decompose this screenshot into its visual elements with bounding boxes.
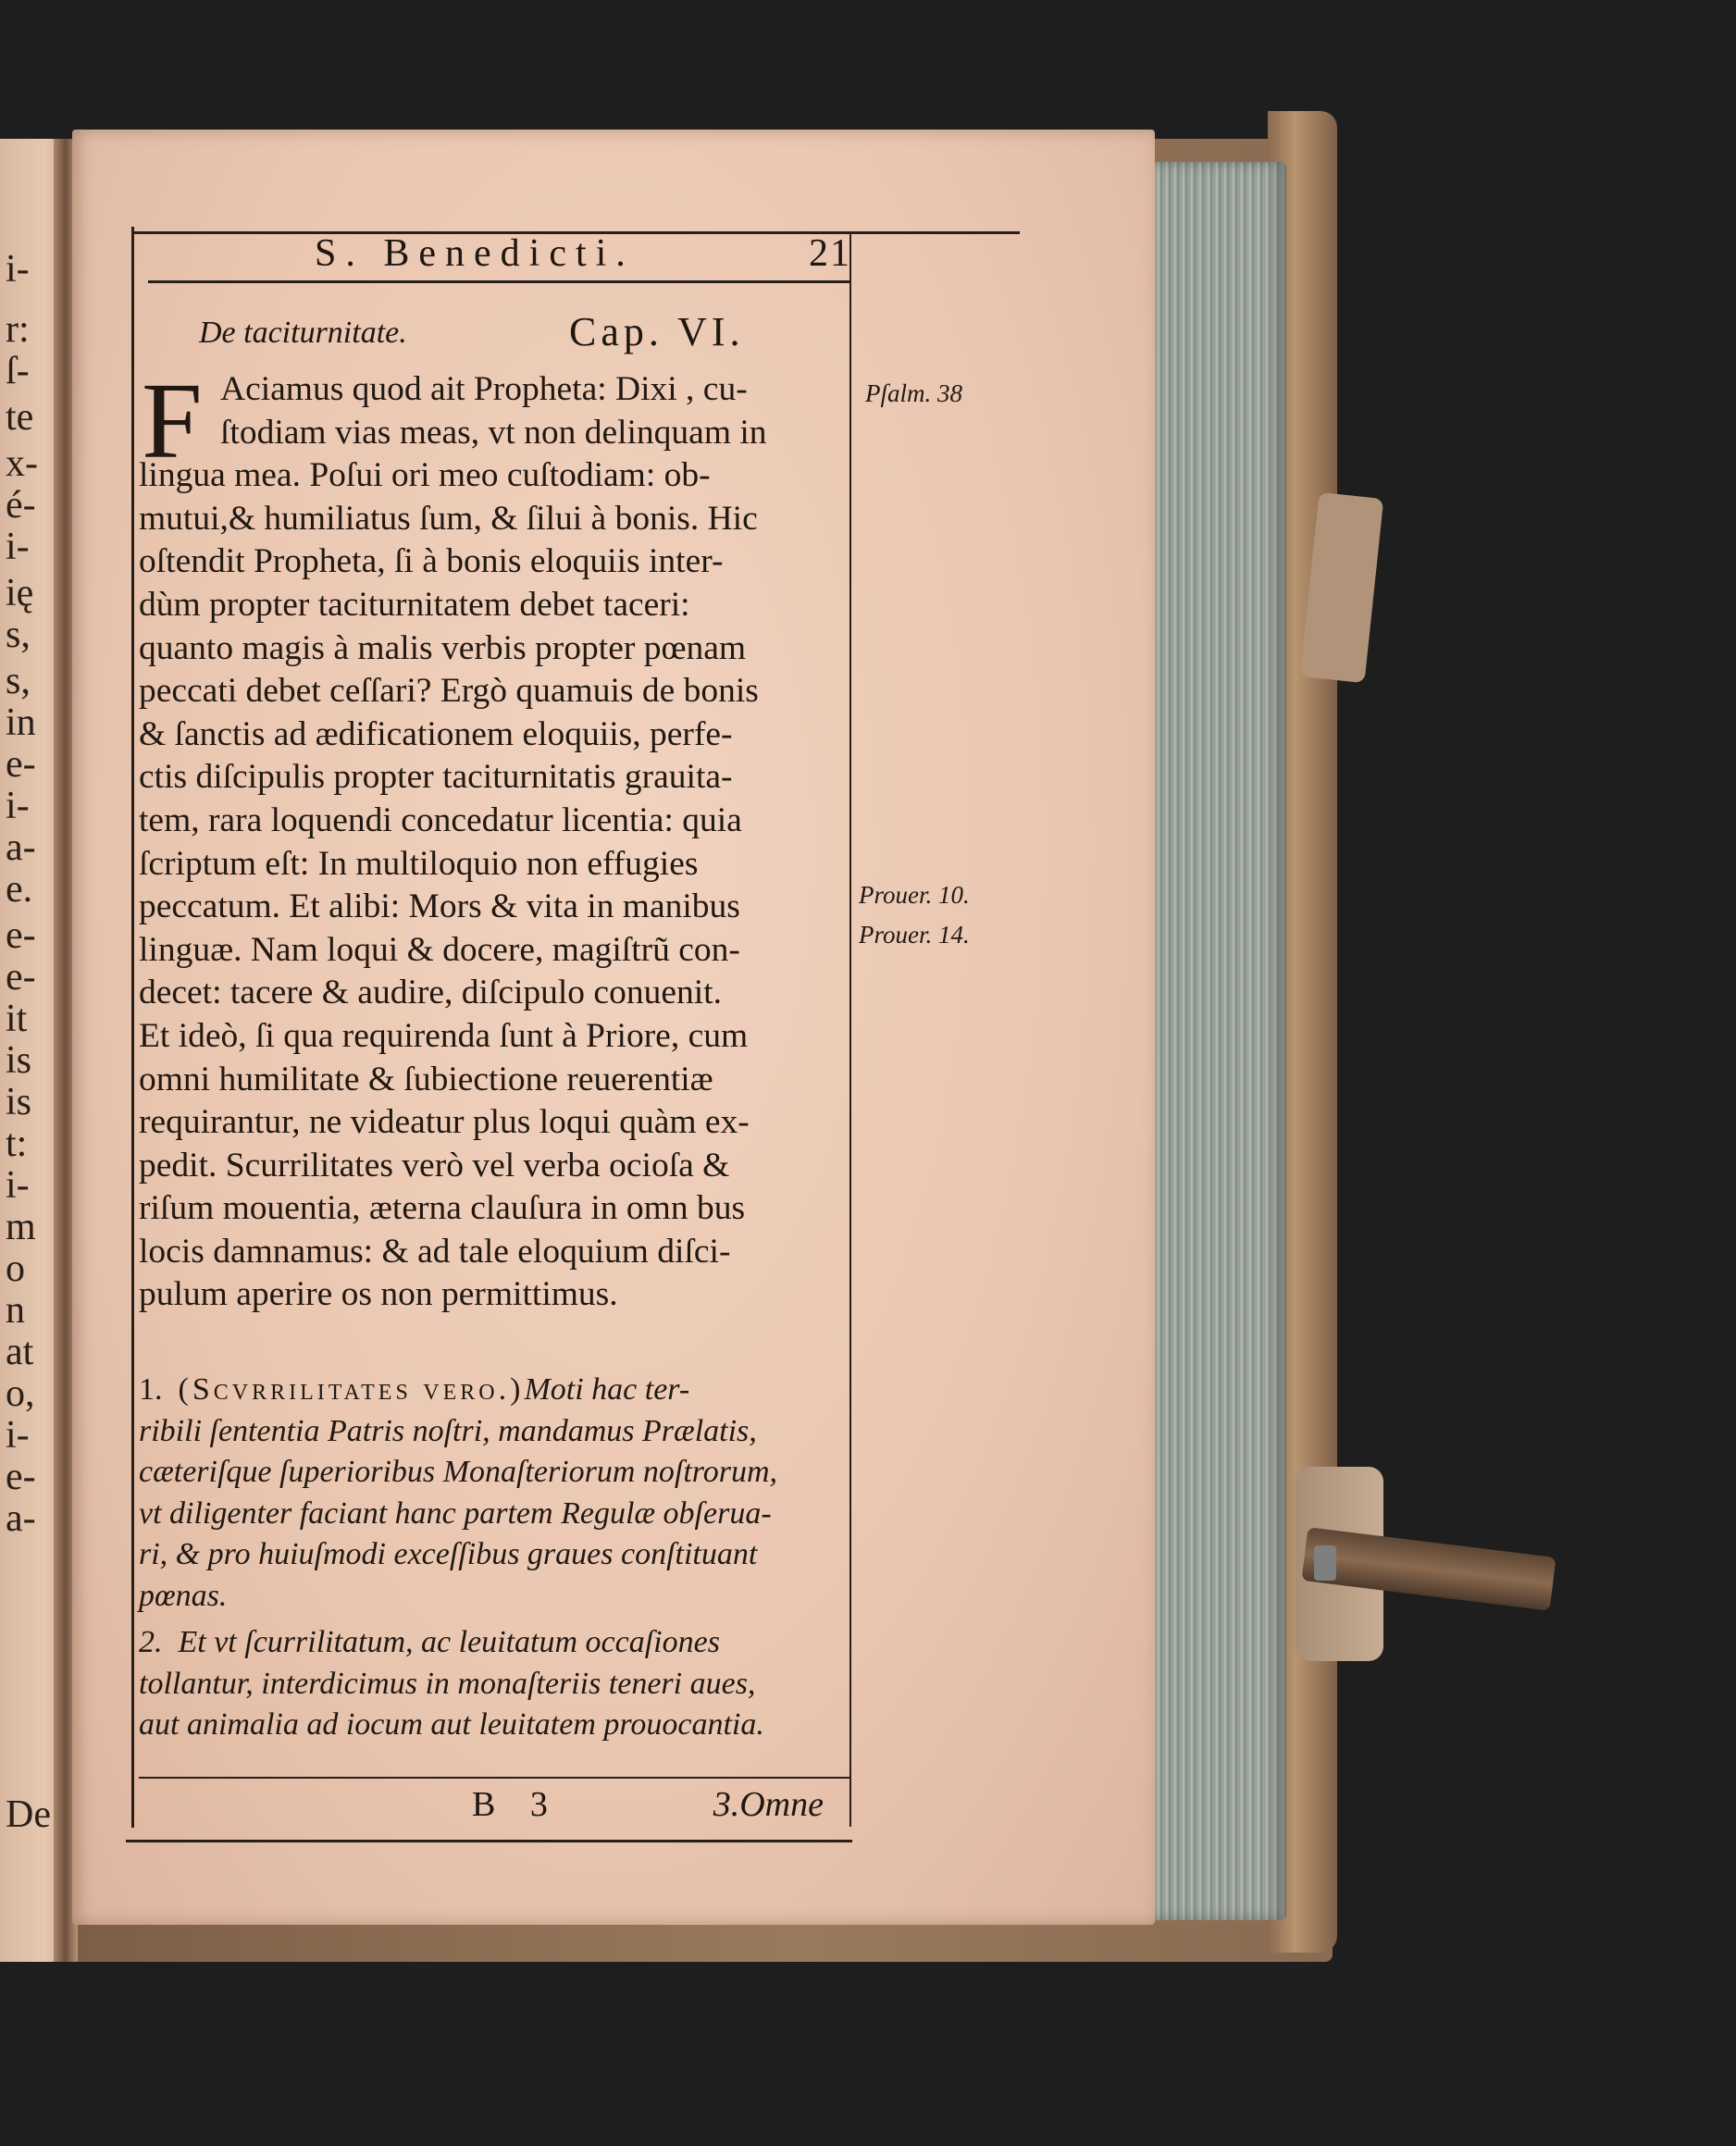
- left-fragment: a-: [6, 1497, 36, 1540]
- footer-rule: [139, 1777, 851, 1779]
- body-line: & ſanctis ad ædificationem eloquiis, perfe-: [139, 714, 733, 753]
- chapter-title: De taciturnitate.: [199, 316, 407, 350]
- left-fragment: e-: [6, 743, 36, 786]
- note-line: ribili ſententia Patris noſtri, mandamus Prælatis,: [139, 1413, 757, 1448]
- body-line: pedit. Scurrilitates verò vel verba ocioſa &: [139, 1146, 730, 1185]
- body-line: requirantur, ne videatur plus loqui quàm ex-: [139, 1103, 750, 1142]
- commentary: [139, 1370, 851, 1746]
- running-header: [148, 231, 861, 287]
- body-line: Et ideò, ſi qua requirenda ſunt à Priore, cum: [139, 1016, 749, 1055]
- note-text: Moti hac ter-: [524, 1372, 690, 1407]
- left-fragment: ſ-: [6, 350, 30, 392]
- chapter-heading: [199, 308, 847, 360]
- left-fragment: a-: [6, 826, 36, 869]
- left-fragment: i-: [6, 785, 30, 827]
- left-fragment: x-: [6, 442, 38, 485]
- body-line: lingua mea. Poſui ori meo cuſtodiam: ob-: [139, 456, 711, 495]
- margin-note-proverbs-14: Prouer. 14.: [859, 921, 970, 949]
- body-line: riſum mouentia, æterna clauſura in omn bus: [139, 1189, 746, 1228]
- left-fragment: é-: [6, 484, 36, 527]
- body-line: mutui,& humiliatus ſum, & ſilui à bonis. Hic: [139, 499, 758, 538]
- left-fragment: s,: [6, 614, 31, 656]
- left-fragment: i-: [6, 248, 30, 291]
- note-line: vt diligenter faciant hanc partem Regulæ obſerua-: [139, 1495, 772, 1531]
- left-fragment: it: [6, 998, 28, 1040]
- page-number: 21: [809, 232, 851, 275]
- left-fragment: is: [6, 1039, 32, 1082]
- body-line: Aciamus quod ait Propheta: Dixi , cu-: [220, 370, 748, 408]
- left-fragment: m: [6, 1206, 36, 1248]
- left-fragment: e-: [6, 956, 36, 999]
- body-line: linguæ. Nam loqui & docere, magiſtrũ con-: [139, 930, 740, 969]
- left-fragment: ię: [6, 572, 34, 614]
- page-footer: [139, 1784, 851, 1830]
- left-fragment: i-: [6, 1164, 30, 1207]
- note-1-first-line: [139, 1370, 851, 1411]
- body-line: oſtendit Propheta, ſi à bonis eloquiis inter-: [139, 542, 724, 581]
- left-fragment: e-: [6, 1456, 36, 1498]
- left-fragment: e-: [6, 914, 36, 957]
- left-fragment: in: [6, 701, 36, 744]
- note-line: ri, & pro huiuſmodi exceſſibus graues conſtituant: [139, 1537, 758, 1571]
- body-line: ſcriptum eſt: In multiloquio non effugies: [139, 844, 699, 883]
- page-edges: [1147, 162, 1286, 1920]
- left-fragment: t:: [6, 1123, 28, 1165]
- clasp-pin: [1314, 1545, 1336, 1581]
- left-fragment: n: [6, 1289, 25, 1332]
- chapter-label: Cap. VI.: [569, 309, 745, 354]
- left-fragment: o: [6, 1247, 25, 1290]
- body-line: decet: tacere & audire, diſcipulo conuenit.: [139, 974, 722, 1012]
- body-line: pulum aperire os non permittimus.: [139, 1275, 618, 1314]
- left-fragment: r:: [6, 308, 30, 351]
- body-text: [139, 360, 851, 1317]
- drop-cap: F: [142, 360, 203, 481]
- left-fragment: te: [6, 396, 34, 439]
- body-line: locis damnamus: & ad tale eloquium diſci-: [139, 1232, 731, 1271]
- note-lemma: (Scvrrilitates vero.): [178, 1372, 525, 1407]
- left-fragment: at: [6, 1331, 34, 1373]
- body-line: peccatum. Et alibi: Mors & vita in manibus: [139, 887, 740, 926]
- note-2-first-line: [139, 1622, 851, 1664]
- note-line: tollantur, interdicimus in monaſteriis teneri aues,: [139, 1666, 756, 1701]
- running-title: S. Benedicti.: [315, 232, 635, 275]
- note-line: aut animalia ad iocum aut leuitatem prouocantia.: [139, 1707, 764, 1742]
- note-text: Et vt ſcurrilitatum, ac leuitatum occaſiones: [178, 1625, 720, 1659]
- body-line: peccati debet ceſſari? Ergò quamuis de bonis: [139, 672, 759, 711]
- note-line: cæteriſque ſuperioribus Monaſteriorum noſtrorum,: [139, 1455, 778, 1489]
- note-line: pœnas.: [139, 1578, 228, 1613]
- catchword: 3.Omne: [713, 1785, 824, 1824]
- body-line: quanto magis à malis verbis propter pœnam: [139, 628, 747, 667]
- body-line: omni humilitate & ſubiectione reuerentiæ: [139, 1060, 713, 1098]
- left-fragment: o,: [6, 1372, 35, 1415]
- body-line: ctis diſcipulis propter taciturnitatis grauita-: [139, 758, 733, 797]
- left-fragment: s,: [6, 660, 31, 702]
- left-fragment: De: [6, 1793, 51, 1836]
- body-line: dùm propter taciturnitatem debet taceri:: [139, 585, 690, 624]
- left-fragment: e.: [6, 868, 33, 911]
- note-number: 1.: [139, 1372, 163, 1407]
- left-fragment: is: [6, 1081, 32, 1123]
- body-line: ſtodiam vias meas, vt non delinquam in: [220, 413, 767, 452]
- note-number: 2.: [139, 1625, 163, 1659]
- signature-mark: B 3: [472, 1785, 561, 1824]
- margin-note-psalm: Pſalm. 38: [865, 379, 962, 407]
- margin-note-proverbs-10: Prouer. 10.: [859, 881, 970, 909]
- bottom-rule: [126, 1840, 852, 1842]
- left-fragment: i-: [6, 526, 30, 568]
- left-fragment: i-: [6, 1414, 30, 1457]
- body-line: tem, rara loquendi concedatur licentia: quia: [139, 800, 742, 839]
